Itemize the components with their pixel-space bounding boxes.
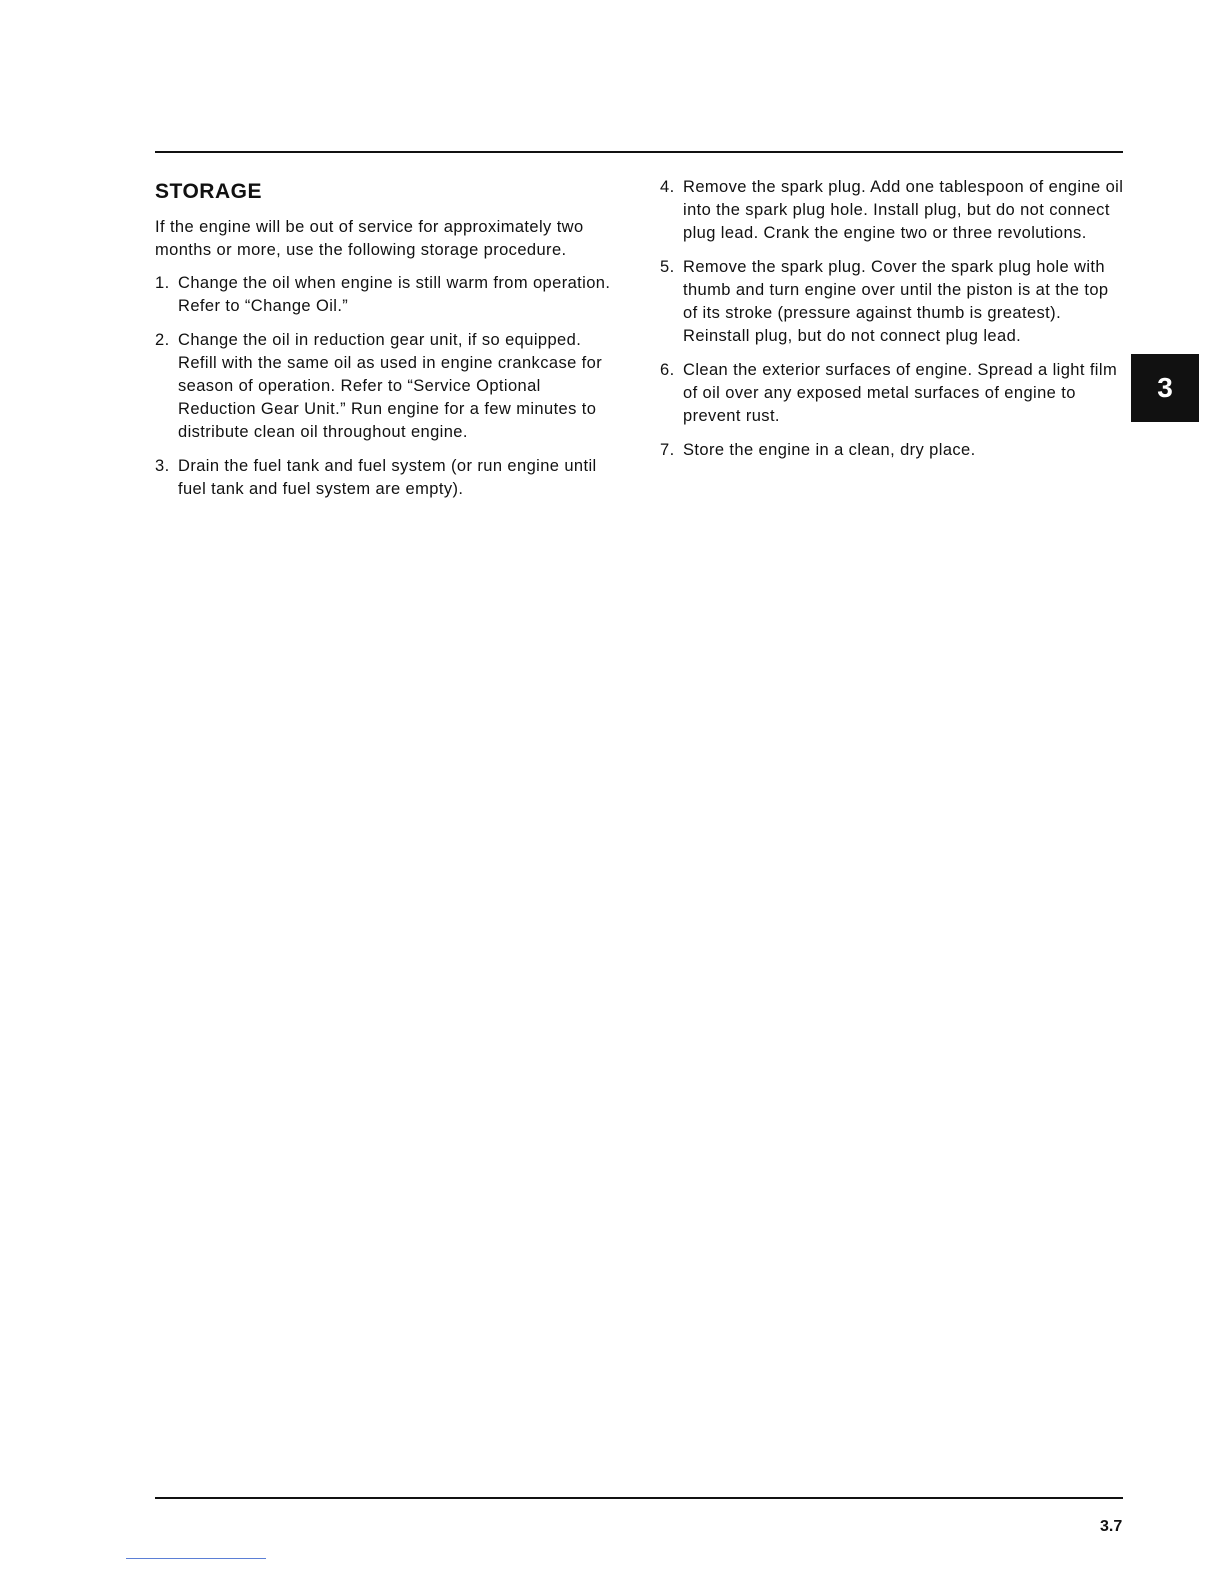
step-number: 1.: [155, 274, 170, 292]
step-text: Store the engine in a clean, dry place.: [683, 441, 976, 459]
step-number: 5.: [660, 258, 675, 276]
intro-paragraph: If the engine will be out of service for approximately two months or more, use the following storage procedure.: [155, 218, 584, 259]
right-column: [660, 176, 1125, 473]
step-item: [660, 176, 1125, 245]
step-number: 2.: [155, 331, 170, 349]
step-number: 3.: [155, 457, 170, 475]
step-item: [155, 455, 615, 501]
step-text: Remove the spark plug. Cover the spark plug hole with thumb and turn engine over until the piston is at the top of its stroke (pressure against thumb is greatest). Reinstall plug, but do not connect plug lead.: [683, 258, 1109, 345]
steps-list-left: [155, 272, 615, 501]
step-item: [660, 359, 1125, 428]
chapter-tab: 3: [1131, 354, 1199, 422]
step-number: 7.: [660, 441, 675, 459]
step-number: 4.: [660, 178, 675, 196]
step-number: 6.: [660, 361, 675, 379]
step-item: [660, 256, 1125, 348]
step-item: [660, 439, 1125, 462]
scan-artifact-line: [126, 1558, 266, 1559]
bottom-rule: [155, 1497, 1123, 1499]
step-text: Remove the spark plug. Add one tablespoon of engine oil into the spark plug hole. Install plug, but do not connect plug lead. Crank the engine two or three revolutions.: [683, 178, 1124, 242]
step-item: [155, 329, 615, 444]
left-column: [155, 176, 615, 512]
step-text: Drain the fuel tank and fuel system (or run engine until fuel tank and fuel system are empty).: [178, 457, 597, 498]
page-number: 3.7: [1100, 1518, 1123, 1535]
step-item: [155, 272, 615, 318]
top-rule: [155, 151, 1123, 153]
section-title: STORAGE: [155, 180, 262, 203]
steps-list-right: [660, 176, 1125, 462]
step-text: Change the oil in reduction gear unit, if so equipped. Refill with the same oil as used in engine crankcase for season of operation. Refer to “Service Optional Reduction Gear Unit.” Run engine for a few minutes to distribute clean oil throughout engine.: [178, 331, 603, 441]
step-text: Change the oil when engine is still warm from operation. Refer to “Change Oil.”: [178, 274, 611, 315]
step-text: Clean the exterior surfaces of engine. Spread a light film of oil over any exposed metal surfaces of engine to prevent rust.: [683, 361, 1118, 425]
